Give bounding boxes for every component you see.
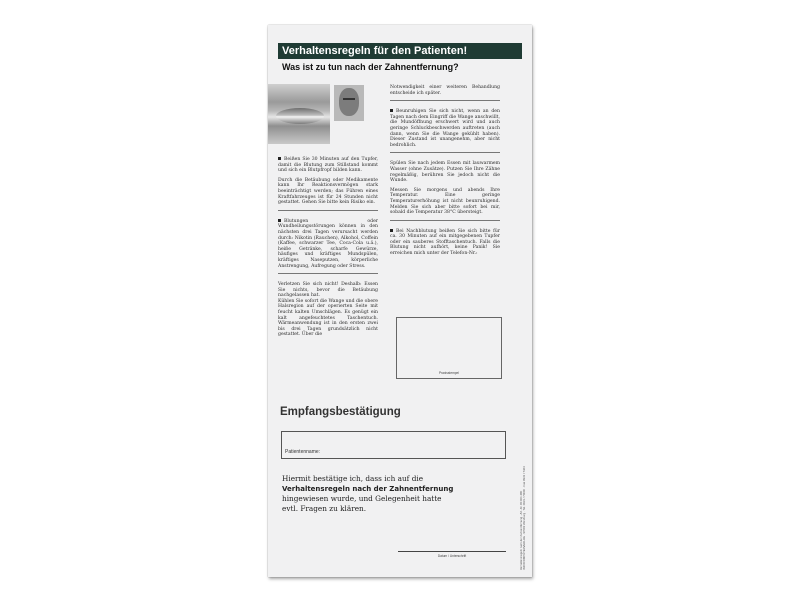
practice-stamp-label: Praxisstempel <box>438 371 460 375</box>
instruction-paragraph: Messen Sie morgens und abends Ihre Temperatur. Eine geringe Temperaturerhöhung ist nicht beunruhigend. Melden Sie sich aber bitte sofort bei mir, sobald die Temperatur 38°C übersteigt. <box>390 187 500 216</box>
confirmation-bold-line: Verhaltensregeln nach der Zahnentfernung <box>282 485 454 493</box>
instruction-paragraph: Verletzen Sie sich nicht! Deshalb: Essen Sie nichts, bevor die Betäubung nachgelassen hat. <box>278 282 378 299</box>
instructions-column-left <box>278 157 378 342</box>
imprint-line: INFOCOMPUTERVERLAG · 97082 Würzburg · Tel. 0931 / 70000 · Fax 0931 / 7364 <box>522 466 527 570</box>
instruction-paragraph: Kühlen Sie sofort die Wange und die obere Halsregion auf der operierten Seite mit feucht kalten Umschlägen. Es genügt ein kalt angefeuchtetes Taschentuch. Wärmeanwendung ist in den ersten zwei bis drei Tagen grundsätzlich nicht gestattet. Über die <box>278 298 378 338</box>
portrait-photo <box>334 85 364 121</box>
confirmation-line: evtl. Fragen zu klären. <box>282 504 367 513</box>
publisher-imprint <box>520 370 527 570</box>
eyes-illustration <box>343 98 355 100</box>
head-illustration <box>339 88 359 116</box>
instruction-paragraph: Notwendigkeit einer weiteren Behandlung entscheide ich später. <box>390 85 500 96</box>
instruction-paragraph: Durch die Betäubung oder Medikamente kann Ihr Reaktionsvermögen stark beeinträchtigt werden; das Führen eines Kraftfahrzeuges ist für 24 Stunden nicht gestattet. Gehen Sie bitte kein Risiko ein. <box>278 177 378 206</box>
leaflet-title: Verhaltensregeln für den Patienten! <box>278 43 522 59</box>
imprint-line: Verhaltensregeln nach der Zahnentfernung · Art.-Nr. 80 001 480 <box>519 490 523 570</box>
bullet-square-icon <box>390 109 393 112</box>
divider <box>390 152 500 153</box>
patient-name-label: Patientenname: <box>285 449 321 455</box>
instruction-paragraph: Spülen Sie nach jedem Essen mit lauwarmem Wasser (ohne Zusätze). Putzen Sie Ihre Zähne regelmäßig, berühren Sie jedoch nicht die Wunde. <box>390 161 500 184</box>
practice-stamp-box <box>396 317 502 379</box>
instruction-item: Blutungen oder Wundheilungsstörungen können in den nächsten drei Tagen verursacht werden durch: Nikotin (Rauchen), Alkohol, Coffein (Kaffee, schwarzer Tee, Coca-Cola u.ä.), heiße Getränke, scharfe Gewürze, häufiges und kräftiges Mundspülen, kräftiges Naseputzen, körperliche Anstrengung, Aufregung oder Stress. <box>278 218 378 269</box>
signature-label: Datum / Unterschrift <box>437 554 467 558</box>
instruction-item: Bei Nachblutung beißen Sie sich bitte für ca. 30 Minuten auf ein mitgegebenen Tupfer oder ein sauberes Stofftaschentuch. Falls die Blutung nicht aufhört, keine Panik! Sie erreichen mich unter der Telefon-Nr.: <box>390 228 500 257</box>
bullet-square-icon <box>390 229 393 232</box>
confirmation-line: hingewiesen wurde, und Gelegenheit hatte <box>282 494 442 503</box>
confirmation-text <box>282 474 482 514</box>
instructions-column-right <box>390 85 500 261</box>
instruction-item: Beunruhigen Sie sich nicht, wenn an den Tagen nach dem Eingriff die Wange anschwillt, die Mundöffnung erschwert wird und auch geringe Schluckbeschwerden auftreten (auch dann, wenn Sie die Wange gekühlt haben). Dieser Zustand ist unangenehm, aber nicht bedrohlich. <box>390 109 500 148</box>
instruction-item: Beißen Sie 30 Minuten auf den Tupfer, damit die Blutung zum Stillstand kommt und sich ein Blutpfropf bilden kann. <box>278 157 378 174</box>
bullet-square-icon <box>278 157 281 160</box>
bullet-square-icon <box>278 219 281 222</box>
signature-line[interactable] <box>398 551 506 552</box>
smile-photo <box>268 84 330 144</box>
divider <box>278 273 378 274</box>
confirmation-line: Hiermit bestätige ich, dass ich auf die <box>282 474 424 483</box>
receipt-heading: Empfangsbestätigung <box>280 406 401 418</box>
patient-name-field[interactable] <box>281 431 506 459</box>
divider <box>278 210 378 211</box>
divider <box>390 100 500 101</box>
leaflet-subtitle: Was ist zu tun nach der Zahnentfernung? <box>282 62 459 72</box>
patient-leaflet <box>268 25 532 577</box>
divider <box>390 220 500 221</box>
lips-illustration <box>276 108 324 124</box>
